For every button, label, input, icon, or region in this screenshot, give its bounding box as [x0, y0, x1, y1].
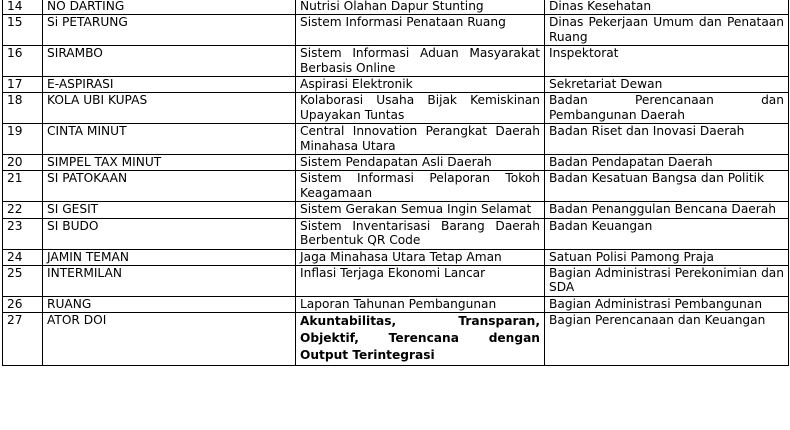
innovation-name: Si PETARUNG	[43, 15, 296, 46]
table-row	[3, 0, 789, 15]
responsible-agency: Badan Keuangan	[545, 218, 789, 249]
row-number: 26	[3, 296, 43, 312]
responsible-agency: Bagian Administrasi Pembangunan	[545, 296, 789, 312]
innovation-description: Sistem Informasi Penataan Ruang	[296, 15, 545, 46]
table-row	[3, 46, 789, 77]
innovation-table	[2, 0, 789, 366]
responsible-agency: Bagian Administrasi Perekonimian dan SDA	[545, 265, 789, 296]
table-row	[3, 218, 789, 249]
table-row	[3, 15, 789, 46]
responsible-agency: Bagian Perencanaan dan Keuangan	[545, 313, 789, 366]
row-number: 27	[3, 313, 43, 366]
innovation-description: Sistem Informasi Aduan Masyarakat Berbasis Online	[296, 46, 545, 77]
innovation-description: Jaga Minahasa Utara Tetap Aman	[296, 249, 545, 265]
innovation-name: SI BUDO	[43, 218, 296, 249]
innovation-description: Akuntabilitas, Transparan, Objektif, Terencana dengan Output Terintegrasi	[296, 313, 545, 366]
table-row	[3, 265, 789, 296]
row-number: 21	[3, 171, 43, 202]
responsible-agency: Badan Penanggulan Bencana Daerah	[545, 202, 789, 218]
innovation-name: E-ASPIRASI	[43, 77, 296, 93]
responsible-agency: Dinas Pekerjaan Umum dan Penataan Ruang	[545, 15, 789, 46]
innovation-name: SI GESIT	[43, 202, 296, 218]
innovation-description: Nutrisi Olahan Dapur Stunting	[296, 0, 545, 15]
responsible-agency: Satuan Polisi Pamong Praja	[545, 249, 789, 265]
innovation-name: CINTA MINUT	[43, 124, 296, 155]
row-number: 24	[3, 249, 43, 265]
innovation-description: Sistem Pendapatan Asli Daerah	[296, 155, 545, 171]
innovation-description: Aspirasi Elektronik	[296, 77, 545, 93]
row-number: 20	[3, 155, 43, 171]
row-number: 25	[3, 265, 43, 296]
innovation-name: RUANG	[43, 296, 296, 312]
innovation-name: SIRAMBO	[43, 46, 296, 77]
responsible-agency: Badan Kesatuan Bangsa dan Politik	[545, 171, 789, 202]
innovation-name: INTERMILAN	[43, 265, 296, 296]
table-row	[3, 155, 789, 171]
row-number: 19	[3, 124, 43, 155]
responsible-agency: Dinas Kesehatan	[545, 0, 789, 15]
innovation-name: SIMPEL TAX MINUT	[43, 155, 296, 171]
innovation-description: Kolaborasi Usaha Bijak Kemiskinan Upayakan Tuntas	[296, 93, 545, 124]
innovation-description: Sistem Gerakan Semua Ingin Selamat	[296, 202, 545, 218]
table-row	[3, 171, 789, 202]
row-number: 18	[3, 93, 43, 124]
responsible-agency: Badan Perencanaan dan Pembangunan Daerah	[545, 93, 789, 124]
innovation-name: ATOR DOI	[43, 313, 296, 366]
innovation-description: Inflasi Terjaga Ekonomi Lancar	[296, 265, 545, 296]
table-row	[3, 93, 789, 124]
row-number: 16	[3, 46, 43, 77]
innovation-description: Sistem Inventarisasi Barang Daerah Berbentuk QR Code	[296, 218, 545, 249]
innovation-name: JAMIN TEMAN	[43, 249, 296, 265]
responsible-agency: Badan Riset dan Inovasi Daerah	[545, 124, 789, 155]
table-row	[3, 313, 789, 366]
innovation-name: NO DARTING	[43, 0, 296, 15]
row-number: 17	[3, 77, 43, 93]
table-row	[3, 249, 789, 265]
innovation-description: Sistem Informasi Pelaporan Tokoh Keagamaan	[296, 171, 545, 202]
innovation-description: Central Innovation Perangkat Daerah Minahasa Utara	[296, 124, 545, 155]
innovation-name: SI PATOKAAN	[43, 171, 296, 202]
row-number: 23	[3, 218, 43, 249]
table-row	[3, 77, 789, 93]
innovation-name: KOLA UBI KUPAS	[43, 93, 296, 124]
table-row	[3, 124, 789, 155]
row-number: 14	[3, 0, 43, 15]
row-number: 15	[3, 15, 43, 46]
responsible-agency: Sekretariat Dewan	[545, 77, 789, 93]
table-row	[3, 296, 789, 312]
table-row	[3, 202, 789, 218]
row-number: 22	[3, 202, 43, 218]
responsible-agency: Badan Pendapatan Daerah	[545, 155, 789, 171]
innovation-description: Laporan Tahunan Pembangunan	[296, 296, 545, 312]
responsible-agency: Inspektorat	[545, 46, 789, 77]
